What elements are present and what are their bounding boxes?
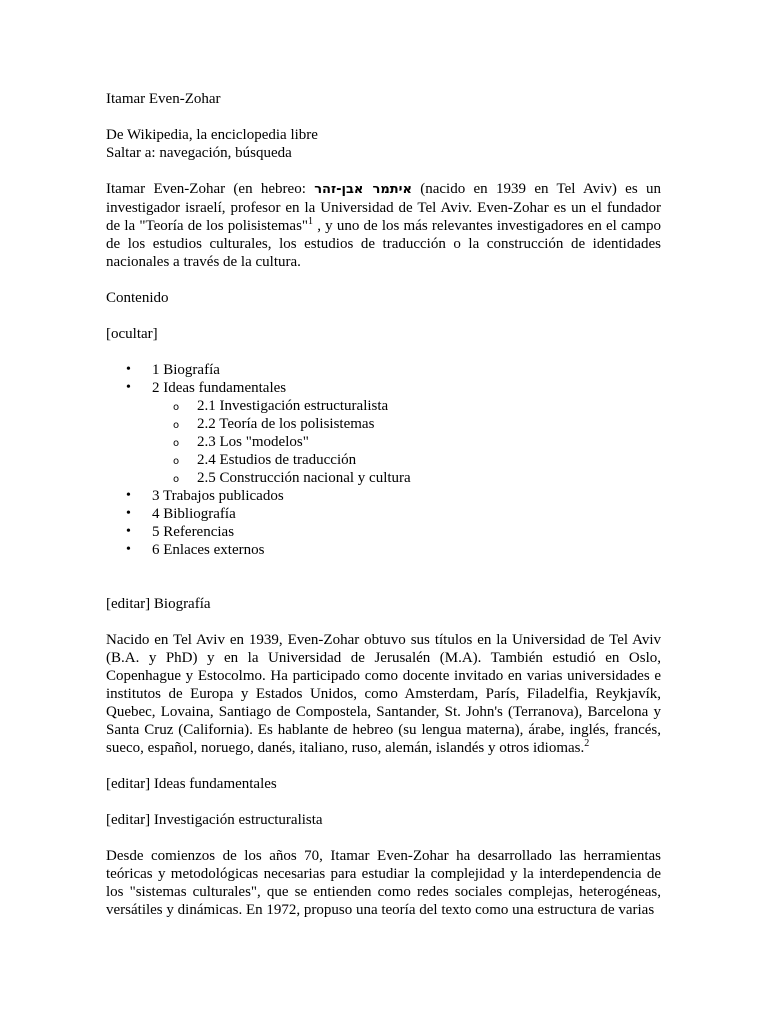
edit-section-link[interactable]: [editar]	[106, 596, 151, 612]
page-title: Itamar Even-Zohar	[106, 91, 221, 107]
intro-text-end: , y uno de los más relevantes investigadores en el campo de los estudios culturales, los estudios de traducción o la construcción de identidades nacionales a través de la cultura.	[106, 218, 661, 270]
bullet-icon: •	[126, 524, 131, 539]
document-page	[106, 90, 661, 919]
bullet-icon: •	[126, 488, 131, 503]
toc-item-label: 2.5 Construcción nacional y cultura	[197, 470, 411, 486]
toc-item-label: 2 Ideas fundamentales	[152, 380, 287, 396]
toc-item-label: 2.3 Los "modelos"	[197, 434, 309, 450]
biografia-paragraph	[106, 631, 661, 757]
toc-item-referencias[interactable]	[106, 523, 661, 541]
section-heading-text: Investigación estructuralista	[150, 812, 323, 828]
circle-bullet-icon: o	[173, 402, 180, 413]
intro-paragraph	[106, 180, 661, 271]
jump-search-link[interactable]: búsqueda	[235, 145, 292, 161]
bullet-icon: •	[126, 542, 131, 557]
intro-text-start: Itamar Even-Zohar (en hebreo:	[106, 181, 315, 197]
intro-text-middle: (nacido en 1939 en Tel Aviv) es un investigador israelí, profesor en la Universidad de Tel Aviv. Even-Zohar es un el fundador de la "Teoría de los polisistemas"	[106, 181, 661, 234]
jump-separator: ,	[227, 145, 236, 161]
section-heading-ideas	[106, 775, 661, 793]
toc-item-modelos[interactable]	[152, 433, 661, 451]
section-heading-biografia	[106, 595, 661, 613]
reference-1-link[interactable]: 1	[308, 216, 314, 227]
edit-section-link[interactable]: [editar]	[106, 812, 151, 828]
toc-item-investigacion-estructuralista[interactable]	[152, 397, 661, 415]
toc-item-label: 2.4 Estudios de traducción	[197, 452, 357, 468]
bullet-icon: •	[126, 380, 131, 395]
bullet-icon: •	[126, 362, 131, 377]
section-heading-text: Ideas fundamentales	[150, 776, 277, 792]
investigacion-paragraph: Desde comienzos de los años 70, Itamar Even-Zohar ha desarrollado las herramientas teóricas y metodológicas necesarias para estudiar la complejidad y la interdependencia de los "sistemas culturales", que se entienden como redes sociales complejas, heterogéneas, versátiles y dinámicas. En 1972, propuso una teoría del texto como una estructura de varias	[106, 848, 661, 918]
toc-sublist	[152, 397, 661, 487]
circle-bullet-icon: o	[173, 456, 180, 467]
toc-item-bibliografia[interactable]	[106, 505, 661, 523]
toc-item-trabajos-publicados[interactable]	[106, 487, 661, 505]
toc-item-teoria-polisistemas[interactable]	[152, 415, 661, 433]
section-heading-investigacion	[106, 811, 661, 829]
jump-line	[106, 144, 661, 162]
toc-item-biografia[interactable]	[106, 361, 661, 379]
hebrew-name: איתמר אבן-זהר	[314, 182, 412, 197]
jump-prefix: Saltar a:	[106, 145, 160, 161]
section-heading-text: Biografía	[150, 596, 211, 612]
toc-heading: Contenido	[106, 290, 169, 306]
reference-2-link[interactable]: 2	[584, 738, 590, 749]
toc-item-label: 1 Biografía	[152, 362, 220, 378]
toc-item-estudios-traduccion[interactable]	[152, 451, 661, 469]
toc-item-construccion-nacional[interactable]	[152, 469, 661, 487]
jump-navigation-link[interactable]: navegación	[159, 145, 228, 161]
circle-bullet-icon: o	[173, 438, 180, 449]
table-of-contents	[106, 361, 661, 559]
bullet-icon: •	[126, 506, 131, 521]
toc-item-label: 2.1 Investigación estructuralista	[197, 398, 389, 414]
toc-item-enlaces-externos[interactable]	[106, 541, 661, 559]
toc-item-label: 4 Bibliografía	[152, 506, 236, 522]
toc-item-label: 6 Enlaces externos	[152, 542, 265, 558]
edit-section-link[interactable]: [editar]	[106, 776, 151, 792]
source-line: De Wikipedia, la enciclopedia libre	[106, 127, 318, 143]
biografia-text: Nacido en Tel Aviv en 1939, Even-Zohar obtuvo sus títulos en la Universidad de Tel Aviv (B.A. y PhD) y en la Universidad de Jerusalén (M.A). También estudió en Oslo, Copenhague y Estocolmo. Ha participado como docente invitado en varias universidades e institutos de Europa y Estados Unidos, como Amsterdam, París, Filadelfia, Reykjavík, Quebec, Lovaina, Santiago de Compostela, Santander, St. John's (Terranova), Barcelona y Santa Cruz (California). Es hablante de hebreo (su lengua materna), árabe, inglés, francés, sueco, español, noruego, danés, italiano, ruso, alemán, islandés y otros idiomas.	[106, 632, 661, 756]
circle-bullet-icon: o	[173, 474, 180, 485]
circle-bullet-icon: o	[173, 420, 180, 431]
toc-item-label: 2.2 Teoría de los polisistemas	[197, 416, 375, 432]
toc-toggle-button[interactable]: [ocultar]	[106, 326, 158, 342]
toc-item-ideas-fundamentales[interactable]	[106, 379, 661, 487]
toc-item-label: 5 Referencias	[152, 524, 235, 540]
toc-item-label: 3 Trabajos publicados	[152, 488, 284, 504]
